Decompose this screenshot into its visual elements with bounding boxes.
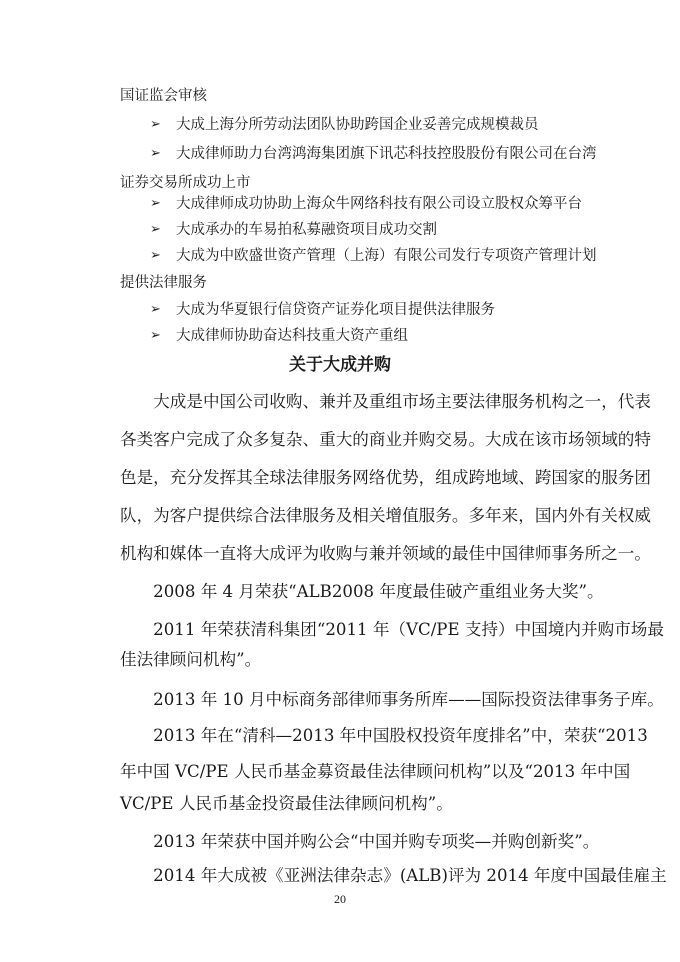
paragraph-line: 各类客户完成了众多复杂、重大的商业并购交易。大成在该市场领域的特 [120, 430, 651, 449]
paragraph-line: 佳法律顾问机构”。 [120, 650, 262, 669]
paragraph-line: 色是，充分发挥其全球法律服务网络优势，组成跨地域、跨国家的服务团 [120, 468, 651, 487]
bullet-item: 大成律师成功协助上海众牛网络科技有限公司设立股权众筹平台 [176, 196, 582, 212]
bullet-arrow-icon: ➢ [150, 196, 161, 211]
bullet-item: 大成承办的车易拍私募融资项目成功交割 [176, 222, 437, 238]
paragraph-line: 2011 年荣获清科集团“2011 年（VC/PE 支持）中国境内并购市场最 [120, 620, 664, 639]
bullet-arrow-icon: ➢ [150, 248, 161, 263]
bullet-item: 大成为华夏银行信贷资产证券化项目提供法律服务 [176, 302, 495, 318]
paragraph-line: 2013 年 10 月中标商务部律师事务所库——国际投资法律事务子库。 [120, 690, 664, 709]
section-heading: 关于大成并购 [289, 355, 391, 375]
bullet-item: 大成律师协助奋达科技重大资产重组 [176, 328, 408, 344]
paragraph-line: VC/PE 人民币基金投资最佳法律顾问机构”。 [120, 794, 453, 813]
bullet-arrow-icon: ➢ [150, 222, 161, 237]
bullet-item: 大成上海分所劳动法团队协助跨国企业妥善完成规模裁员 [176, 117, 539, 133]
paragraph-line: 2014 年大成被《亚洲法律杂志》(ALB)评为 2014 年度中国最佳雇主 [120, 866, 667, 885]
paragraph-line: 年中国 VC/PE 人民币基金募资最佳法律顾问机构”以及“2013 年中国 [120, 762, 631, 781]
page-number: 20 [334, 892, 346, 906]
bullet-item: 大成为中欧盛世资产管理（上海）有限公司发行专项资产管理计划 [176, 248, 597, 264]
continuation-line: 国证监会审核 [120, 88, 207, 104]
bullet-arrow-icon: ➢ [150, 146, 161, 161]
bullet-arrow-icon: ➢ [150, 328, 161, 343]
paragraph-line: 队，为客户提供综合法律服务及相关增值服务。多年来，国内外有关权威 [120, 506, 651, 525]
paragraph-line: 2013 年在“清科—2013 年中国股权投资年度排名”中，荣获“2013 [120, 726, 648, 745]
bullet-item-continuation: 证券交易所成功上市 [120, 175, 251, 191]
paragraph-line: 2013 年荣获中国并购公会“中国并购专项奖—并购创新奖”。 [120, 832, 600, 851]
paragraph-line: 机构和媒体一直将大成评为收购与兼并领域的最佳中国律师事务所之一。 [120, 544, 651, 563]
paragraph-line: 大成是中国公司收购、兼并及重组市场主要法律服务机构之一，代表 [120, 392, 651, 411]
paragraph-line: 2008 年 4 月荣获“ALB2008 年度最佳破产重组业务大奖”。 [120, 582, 604, 601]
bullet-item-continuation: 提供法律服务 [120, 275, 207, 291]
bullet-arrow-icon: ➢ [150, 302, 161, 317]
bullet-arrow-icon: ➢ [150, 117, 161, 132]
bullet-item: 大成律师助力台湾鸿海集团旗下讯芯科技控股股份有限公司在台湾 [176, 146, 597, 162]
